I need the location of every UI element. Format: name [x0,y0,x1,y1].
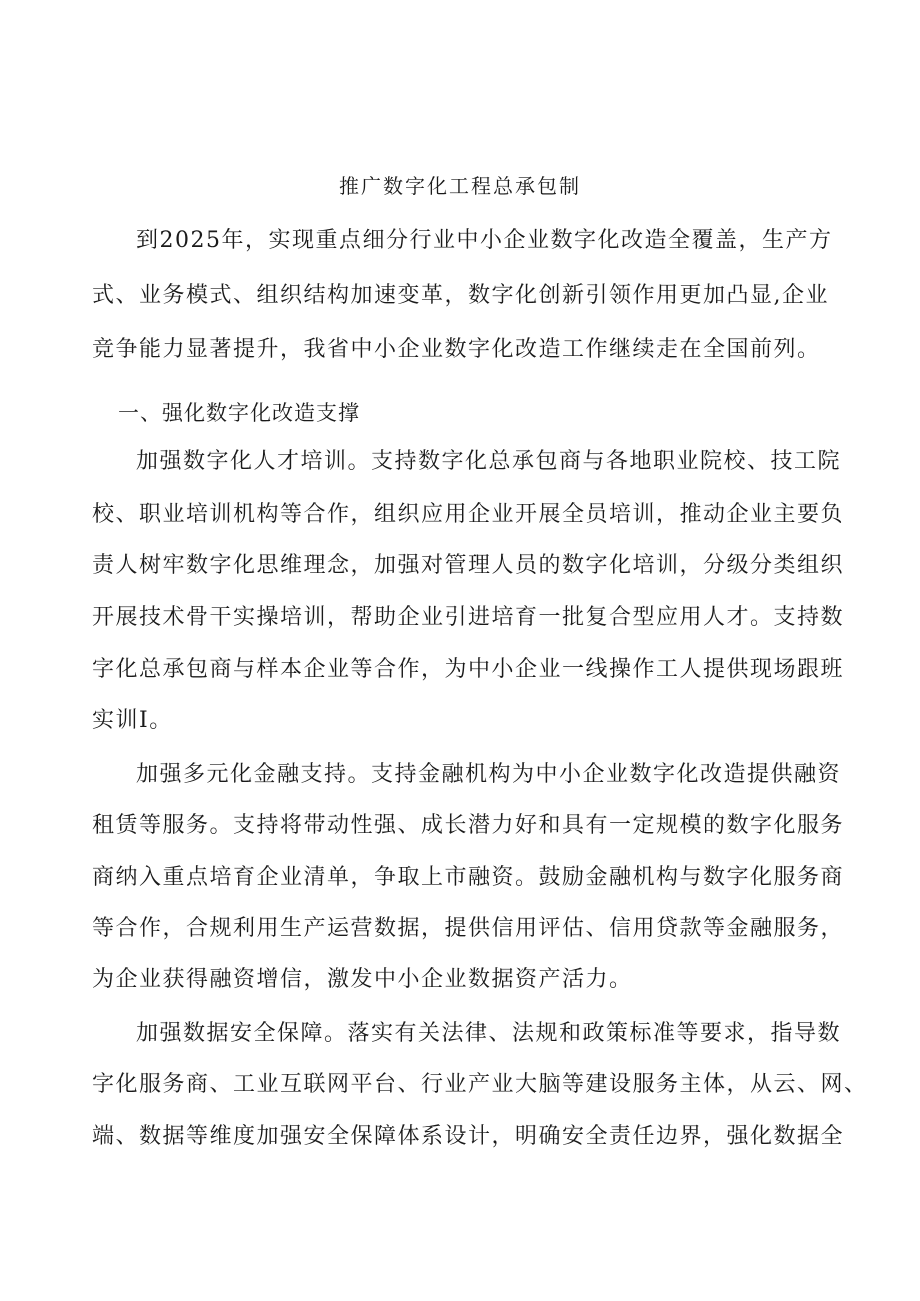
finance-line-3: 商纳入重点培育企业清单，争取上市融资。鼓励金融机构与数字化服务商 [92,865,845,890]
security-line-3: 端、数据等维度加强安全保障体系设计，明确安全责任边界，强化数据全 [92,1124,845,1149]
talent-line-4: 开展技术骨干实操培训，帮助企业引进培育一批复合型应用人才。支持数 [92,605,845,630]
talent-line-6: 实训I。 [92,708,173,733]
intro-line-3: 竞争能力显著提升，我省中小企业数字化改造工作继续走在全国前列。 [92,337,821,362]
intro-line-1: 到2025年，实现重点细分行业中小企业数字化改造全覆盖，生产方 [136,228,833,253]
talent-line-2: 校、职业培训机构等合作，组织应用企业开展全员培训，推动企业主要负 [92,502,845,527]
talent-line-5: 字化总承包商与样本企业等合作，为中小企业一线操作工人提供现场跟班 [92,657,845,682]
security-line-2: 字化服务商、工业互联网平台、行业产业大脑等建设服务主体，从云、网、 [92,1072,868,1097]
talent-line-3: 责人树牢数字化思维理念，加强对管理人员的数字化培训，分级分类组织 [92,553,845,578]
finance-line-2: 租赁等服务。支持将带动性强、成长潜力好和具有一定规模的数字化服务 [92,813,845,838]
finance-line-4: 等合作，合规利用生产运营数据，提供信用评估、信用贷款等金融服务， [92,916,845,941]
security-line-1: 加强数据安全保障。落实有关法律、法规和政策标准等要求，指导数 [136,1021,842,1046]
talent-line-1: 加强数字化人才培训。支持数字化总承包商与各地职业院校、技工院 [136,449,842,474]
intro-line-2: 式、业务模式、组织结构加速变革，数字化创新引领作用更加凸显,企业 [92,283,829,308]
finance-line-5: 为企业获得融资增信，激发中小企业数据资产活力。 [92,967,633,992]
section-heading: 一、强化数字化改造支撑 [118,401,360,425]
document-title: 推广数字化工程总承包制 [339,174,581,198]
finance-line-1: 加强多元化金融支持。支持金融机构为中小企业数字化改造提供融资 [136,762,842,787]
